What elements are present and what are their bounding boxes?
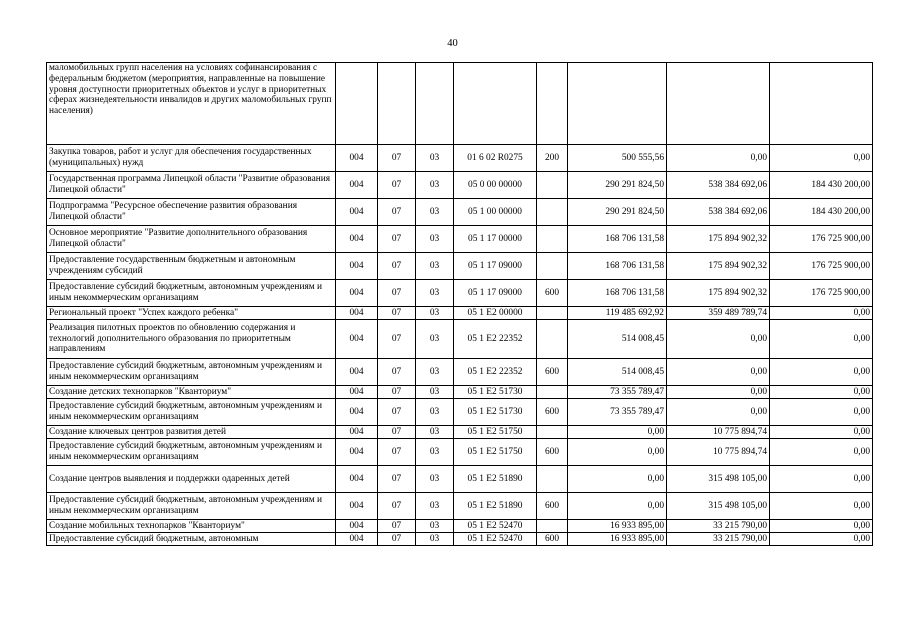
row-description: Предоставление государственным бюджетным и автономным учреждениям субсидий <box>47 253 336 280</box>
amount-year-3: 0,00 <box>770 426 873 439</box>
expense-type-code <box>537 426 568 439</box>
subsection-code: 03 <box>416 493 454 520</box>
expense-type-code <box>537 199 568 226</box>
section-code: 07 <box>378 145 416 172</box>
section-code: 07 <box>378 493 416 520</box>
section-code: 07 <box>378 386 416 399</box>
table-row <box>47 359 873 386</box>
row-description: Предоставление субсидий бюджетным, автономным учреждениям и иным некоммерческим организациям <box>47 280 336 307</box>
ministry-code: 004 <box>336 533 378 546</box>
table-body <box>47 63 873 546</box>
target-article-code: 05 1 E2 22352 <box>454 320 537 359</box>
amount-year-1: 73 355 789,47 <box>568 399 667 426</box>
target-article-code: 05 1 E2 00000 <box>454 307 537 320</box>
expense-type-code <box>537 386 568 399</box>
expense-type-code <box>537 172 568 199</box>
section-code: 07 <box>378 307 416 320</box>
target-article-code: 05 1 E2 52470 <box>454 533 537 546</box>
target-article-code: 05 1 E2 22352 <box>454 359 537 386</box>
expense-type-code <box>537 226 568 253</box>
section-code: 07 <box>378 399 416 426</box>
amount-year-3: 0,00 <box>770 359 873 386</box>
table-row <box>47 253 873 280</box>
subsection-code: 03 <box>416 172 454 199</box>
row-description: Закупка товаров, работ и услуг для обеспечения государственных (муниципальных) нужд <box>47 145 336 172</box>
subsection-code: 03 <box>416 520 454 533</box>
expense-type-code <box>537 307 568 320</box>
amount-year-1: 514 008,45 <box>568 320 667 359</box>
target-article-code: 01 6 02 R0275 <box>454 145 537 172</box>
amount-year-1: 168 706 131,58 <box>568 280 667 307</box>
table-row <box>47 63 873 145</box>
target-article-code: 05 1 17 09000 <box>454 280 537 307</box>
subsection-code: 03 <box>416 386 454 399</box>
amount-year-1: 290 291 824,50 <box>568 172 667 199</box>
table-row <box>47 439 873 466</box>
table-row <box>47 466 873 493</box>
row-description: Подпрограмма "Ресурсное обеспечение развития образования Липецкой области" <box>47 199 336 226</box>
amount-year-1: 168 706 131,58 <box>568 226 667 253</box>
row-description: маломобильных групп населения на условиях софинансирования с федеральным бюджетом (мероприятия, направленные на повышение уровня доступности приоритетных объектов и услуг в приоритетных сферах жизнедеятельности инвалидов и других маломобильных групп населения) <box>47 63 336 145</box>
ministry-code: 004 <box>336 172 378 199</box>
expense-type-code <box>537 63 568 145</box>
row-description: Предоставление субсидий бюджетным, автономным учреждениям и иным некоммерческим организациям <box>47 399 336 426</box>
expense-type-code <box>537 253 568 280</box>
expense-type-code <box>537 320 568 359</box>
page-number: 40 <box>447 38 458 49</box>
amount-year-3: 0,00 <box>770 399 873 426</box>
ministry-code: 004 <box>336 199 378 226</box>
section-code: 07 <box>378 226 416 253</box>
amount-year-2: 0,00 <box>667 399 770 426</box>
expense-type-code: 600 <box>537 399 568 426</box>
amount-year-3: 0,00 <box>770 439 873 466</box>
section-code: 07 <box>378 466 416 493</box>
amount-year-3: 0,00 <box>770 493 873 520</box>
section-code: 07 <box>378 199 416 226</box>
ministry-code: 004 <box>336 145 378 172</box>
expense-type-code <box>537 466 568 493</box>
ministry-code <box>336 63 378 145</box>
section-code: 07 <box>378 172 416 199</box>
subsection-code: 03 <box>416 320 454 359</box>
table-row <box>47 399 873 426</box>
amount-year-3: 0,00 <box>770 533 873 546</box>
target-article-code <box>454 63 537 145</box>
amount-year-1: 16 933 895,00 <box>568 533 667 546</box>
table-row <box>47 520 873 533</box>
amount-year-2: 0,00 <box>667 145 770 172</box>
table-row <box>47 199 873 226</box>
table-row <box>47 493 873 520</box>
table-row <box>47 426 873 439</box>
table-row <box>47 386 873 399</box>
amount-year-3: 176 725 900,00 <box>770 280 873 307</box>
subsection-code <box>416 63 454 145</box>
ministry-code: 004 <box>336 320 378 359</box>
ministry-code: 004 <box>336 226 378 253</box>
section-code: 07 <box>378 359 416 386</box>
section-code: 07 <box>378 426 416 439</box>
ministry-code: 004 <box>336 439 378 466</box>
table-row <box>47 307 873 320</box>
amount-year-3: 176 725 900,00 <box>770 253 873 280</box>
target-article-code: 05 1 17 00000 <box>454 226 537 253</box>
subsection-code: 03 <box>416 426 454 439</box>
table-row <box>47 226 873 253</box>
amount-year-1: 0,00 <box>568 466 667 493</box>
section-code: 07 <box>378 439 416 466</box>
target-article-code: 05 1 E2 51890 <box>454 466 537 493</box>
row-description: Реализация пилотных проектов по обновлению содержания и технологий дополнительного образования по приоритетным направлениям <box>47 320 336 359</box>
target-article-code: 05 1 E2 52470 <box>454 520 537 533</box>
expense-type-code: 600 <box>537 359 568 386</box>
section-code: 07 <box>378 533 416 546</box>
section-code: 07 <box>378 520 416 533</box>
table-row <box>47 533 873 546</box>
subsection-code: 03 <box>416 307 454 320</box>
target-article-code: 05 1 E2 51750 <box>454 426 537 439</box>
subsection-code: 03 <box>416 399 454 426</box>
row-description: Основное мероприятие "Развитие дополнительного образования Липецкой области" <box>47 226 336 253</box>
subsection-code: 03 <box>416 466 454 493</box>
amount-year-3: 0,00 <box>770 520 873 533</box>
amount-year-2: 0,00 <box>667 359 770 386</box>
amount-year-3: 0,00 <box>770 320 873 359</box>
table-row <box>47 172 873 199</box>
expense-type-code: 600 <box>537 439 568 466</box>
amount-year-2: 315 498 105,00 <box>667 493 770 520</box>
amount-year-2: 359 489 789,74 <box>667 307 770 320</box>
table-row <box>47 280 873 307</box>
ministry-code: 004 <box>336 520 378 533</box>
expense-type-code: 200 <box>537 145 568 172</box>
ministry-code: 004 <box>336 386 378 399</box>
ministry-code: 004 <box>336 399 378 426</box>
amount-year-1 <box>568 63 667 145</box>
amount-year-2: 175 894 902,32 <box>667 226 770 253</box>
amount-year-1: 500 555,56 <box>568 145 667 172</box>
ministry-code: 004 <box>336 253 378 280</box>
amount-year-2: 33 215 790,00 <box>667 520 770 533</box>
amount-year-3: 0,00 <box>770 386 873 399</box>
amount-year-2: 33 215 790,00 <box>667 533 770 546</box>
target-article-code: 05 0 00 00000 <box>454 172 537 199</box>
amount-year-2: 175 894 902,32 <box>667 253 770 280</box>
amount-year-3: 176 725 900,00 <box>770 226 873 253</box>
subsection-code: 03 <box>416 280 454 307</box>
expense-type-code: 600 <box>537 493 568 520</box>
expense-type-code <box>537 520 568 533</box>
target-article-code: 05 1 00 00000 <box>454 199 537 226</box>
amount-year-1: 290 291 824,50 <box>568 199 667 226</box>
amount-year-2: 315 498 105,00 <box>667 466 770 493</box>
subsection-code: 03 <box>416 226 454 253</box>
subsection-code: 03 <box>416 439 454 466</box>
budget-table <box>46 62 873 546</box>
ministry-code: 004 <box>336 307 378 320</box>
subsection-code: 03 <box>416 533 454 546</box>
target-article-code: 05 1 E2 51750 <box>454 439 537 466</box>
amount-year-1: 119 485 692,92 <box>568 307 667 320</box>
amount-year-2: 538 384 692,06 <box>667 199 770 226</box>
ministry-code: 004 <box>336 426 378 439</box>
ministry-code: 004 <box>336 359 378 386</box>
row-description: Создание центров выявления и поддержки одаренных детей <box>47 466 336 493</box>
row-description: Региональный проект "Успех каждого ребенка" <box>47 307 336 320</box>
ministry-code: 004 <box>336 466 378 493</box>
row-description: Предоставление субсидий бюджетным, автономным учреждениям и иным некоммерческим организациям <box>47 359 336 386</box>
subsection-code: 03 <box>416 145 454 172</box>
amount-year-1: 73 355 789,47 <box>568 386 667 399</box>
section-code <box>378 63 416 145</box>
amount-year-1: 16 933 895,00 <box>568 520 667 533</box>
amount-year-1: 0,00 <box>568 493 667 520</box>
amount-year-2: 0,00 <box>667 386 770 399</box>
subsection-code: 03 <box>416 253 454 280</box>
row-description: Государственная программа Липецкой области "Развитие образования Липецкой области" <box>47 172 336 199</box>
table-row <box>47 320 873 359</box>
row-description: Создание ключевых центров развития детей <box>47 426 336 439</box>
table-row <box>47 145 873 172</box>
amount-year-3: 184 430 200,00 <box>770 199 873 226</box>
amount-year-1: 514 008,45 <box>568 359 667 386</box>
amount-year-2: 538 384 692,06 <box>667 172 770 199</box>
amount-year-3: 0,00 <box>770 145 873 172</box>
row-description: Создание детских технопарков "Кванториум" <box>47 386 336 399</box>
target-article-code: 05 1 E2 51730 <box>454 399 537 426</box>
amount-year-3: 0,00 <box>770 466 873 493</box>
amount-year-2: 175 894 902,32 <box>667 280 770 307</box>
amount-year-3: 0,00 <box>770 307 873 320</box>
section-code: 07 <box>378 253 416 280</box>
ministry-code: 004 <box>336 280 378 307</box>
target-article-code: 05 1 E2 51890 <box>454 493 537 520</box>
expense-type-code: 600 <box>537 280 568 307</box>
amount-year-3 <box>770 63 873 145</box>
subsection-code: 03 <box>416 359 454 386</box>
amount-year-2: 0,00 <box>667 320 770 359</box>
row-description: Предоставление субсидий бюджетным, автономным учреждениям и иным некоммерческим организациям <box>47 439 336 466</box>
ministry-code: 004 <box>336 493 378 520</box>
amount-year-1: 168 706 131,58 <box>568 253 667 280</box>
target-article-code: 05 1 E2 51730 <box>454 386 537 399</box>
amount-year-2: 10 775 894,74 <box>667 426 770 439</box>
row-description: Предоставление субсидий бюджетным, автономным учреждениям и иным некоммерческим организациям <box>47 493 336 520</box>
subsection-code: 03 <box>416 199 454 226</box>
section-code: 07 <box>378 280 416 307</box>
amount-year-1: 0,00 <box>568 426 667 439</box>
amount-year-1: 0,00 <box>568 439 667 466</box>
row-description: Предоставление субсидий бюджетным, автономным <box>47 533 336 546</box>
expense-type-code: 600 <box>537 533 568 546</box>
section-code: 07 <box>378 320 416 359</box>
amount-year-3: 184 430 200,00 <box>770 172 873 199</box>
amount-year-2: 10 775 894,74 <box>667 439 770 466</box>
row-description: Создание мобильных технопарков "Кванториум" <box>47 520 336 533</box>
amount-year-2 <box>667 63 770 145</box>
target-article-code: 05 1 17 09000 <box>454 253 537 280</box>
